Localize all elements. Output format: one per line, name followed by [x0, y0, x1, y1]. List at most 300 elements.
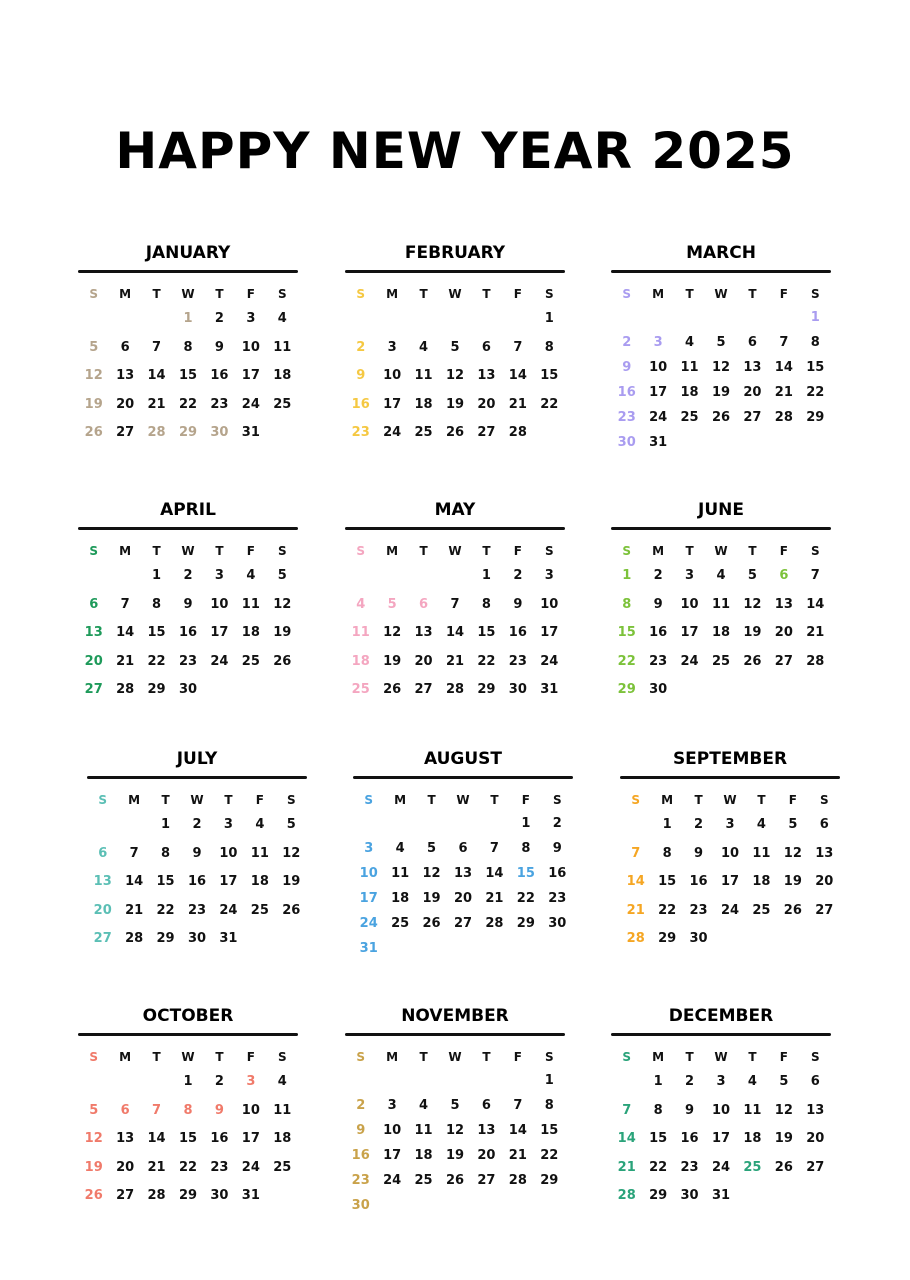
- day-cell: 25: [414, 425, 433, 440]
- day-cell: 8: [521, 841, 531, 856]
- weekday-label: M: [652, 287, 665, 301]
- day-cell: 21: [508, 1148, 527, 1163]
- day-cell: 6: [98, 845, 108, 861]
- day-cell: 13: [116, 1131, 135, 1146]
- empty-cell: [447, 811, 478, 836]
- day-cell: 23: [351, 425, 370, 440]
- day-cell: 30: [187, 931, 207, 946]
- empty-cell: [78, 1068, 109, 1097]
- day-cell: 4: [756, 817, 766, 832]
- day-cell: 17: [210, 625, 229, 640]
- day-cell: 16: [617, 385, 636, 400]
- weekday-label: S: [819, 793, 829, 807]
- empty-cell: [416, 811, 447, 836]
- month-name: JANUARY: [145, 243, 231, 263]
- empty-cell: [705, 305, 736, 330]
- day-cell: 18: [273, 368, 292, 383]
- weekday-label: W: [714, 1050, 728, 1064]
- day-cell: 11: [680, 360, 699, 375]
- day-cell: 22: [658, 902, 677, 918]
- divider: [345, 527, 565, 530]
- day-cell: 20: [116, 1159, 135, 1175]
- weekday-label: T: [748, 544, 757, 558]
- day-cell: 22: [806, 385, 825, 400]
- day-cell: 27: [116, 1188, 135, 1203]
- day-cell: 26: [445, 425, 465, 440]
- day-cell: 19: [783, 874, 802, 889]
- weekday-label: T: [419, 544, 428, 558]
- empty-cell: [376, 562, 407, 591]
- day-cell: 10: [383, 368, 402, 383]
- day-cell: 15: [617, 625, 636, 640]
- day-cell: 17: [540, 625, 559, 640]
- day-cell: 6: [810, 1074, 820, 1089]
- empty-cell: [109, 305, 140, 334]
- day-cell: 13: [116, 368, 135, 383]
- day-cell: 8: [152, 596, 162, 612]
- weekday-label: S: [89, 544, 99, 558]
- weekday-label: S: [356, 1050, 366, 1064]
- month-name: DECEMBER: [668, 1006, 774, 1026]
- day-cell: 10: [359, 866, 378, 881]
- day-cell: 15: [156, 874, 175, 889]
- day-cell: 26: [774, 1159, 793, 1175]
- day-cell: 28: [147, 425, 166, 440]
- weekday-label: S: [810, 544, 820, 558]
- day-cell: 6: [779, 568, 789, 583]
- day-cell: 16: [649, 625, 668, 640]
- day-cell: 22: [617, 653, 636, 669]
- weekday-label: T: [685, 544, 694, 558]
- month-name: SEPTEMBER: [672, 749, 788, 769]
- month-name: NOVEMBER: [401, 1006, 509, 1026]
- day-cell: 13: [477, 1123, 496, 1138]
- day-cell: 23: [210, 396, 229, 412]
- day-grid: [620, 789, 840, 954]
- day-cell: 25: [743, 1159, 762, 1175]
- day-cell: 10: [383, 1123, 402, 1138]
- day-cell: 6: [481, 339, 491, 355]
- weekday-label: S: [277, 287, 287, 301]
- divider: [87, 776, 307, 779]
- month-january: [78, 240, 298, 448]
- day-cell: 16: [680, 1131, 699, 1146]
- day-cell: 9: [214, 1102, 224, 1118]
- day-cell: 29: [178, 1188, 198, 1203]
- day-grid: [611, 1046, 831, 1211]
- day-cell: 22: [178, 1159, 198, 1175]
- day-cell: 18: [241, 625, 260, 640]
- empty-cell: [109, 1068, 140, 1097]
- weekday-label: S: [356, 544, 366, 558]
- day-cell: 27: [477, 1173, 496, 1188]
- day-cell: 2: [183, 568, 193, 583]
- day-cell: 16: [689, 874, 708, 889]
- day-cell: 8: [183, 339, 193, 355]
- day-cell: 18: [250, 874, 269, 889]
- weekday-label: T: [215, 544, 224, 558]
- weekday-label: T: [161, 793, 170, 807]
- day-cell: 12: [743, 596, 762, 612]
- day-cell: 29: [617, 682, 636, 697]
- weekday-label: T: [215, 1050, 224, 1064]
- day-cell: 7: [489, 841, 499, 856]
- month-march: [611, 240, 831, 455]
- day-cell: 3: [544, 568, 554, 583]
- day-cell: 5: [716, 335, 726, 350]
- day-cell: 1: [544, 1073, 554, 1088]
- day-cell: 9: [694, 845, 704, 861]
- day-cell: 2: [214, 311, 224, 326]
- day-cell: 26: [84, 1188, 103, 1203]
- day-cell: 10: [241, 339, 260, 355]
- weekday-label: T: [757, 793, 766, 807]
- weekday-label: S: [89, 287, 99, 301]
- day-cell: 14: [125, 874, 144, 889]
- day-cell: 21: [806, 625, 825, 640]
- day-cell: 10: [680, 596, 699, 612]
- weekday-label: T: [685, 1050, 694, 1064]
- day-cell: 8: [653, 1102, 663, 1118]
- day-cell: 17: [219, 874, 238, 889]
- month-name: MAY: [434, 500, 476, 520]
- day-cell: 21: [617, 1159, 636, 1175]
- divider: [620, 776, 840, 779]
- day-cell: 4: [419, 1098, 429, 1113]
- day-cell: 6: [120, 1102, 130, 1118]
- day-cell: 20: [116, 396, 135, 412]
- day-grid: [345, 283, 565, 448]
- weekday-label: T: [224, 793, 233, 807]
- day-cell: 9: [685, 1102, 695, 1118]
- day-cell: 23: [210, 1159, 229, 1175]
- day-cell: 10: [210, 596, 229, 612]
- day-cell: 12: [445, 1123, 465, 1138]
- empty-cell: [345, 1068, 376, 1093]
- day-cell: 12: [383, 625, 402, 640]
- day-cell: 16: [351, 396, 370, 412]
- weekday-label: M: [652, 1050, 665, 1064]
- day-cell: 14: [774, 360, 793, 375]
- day-cell: 30: [689, 931, 708, 946]
- day-cell: 9: [214, 339, 224, 355]
- weekday-label: T: [482, 544, 491, 558]
- empty-cell: [141, 1068, 172, 1097]
- day-cell: 31: [219, 931, 238, 946]
- day-cell: 13: [477, 368, 496, 383]
- day-cell: 29: [178, 425, 198, 440]
- weekday-label: S: [356, 287, 366, 301]
- day-cell: 11: [414, 1123, 433, 1138]
- day-cell: 27: [116, 425, 135, 440]
- day-cell: 4: [255, 817, 265, 832]
- day-cell: 25: [273, 396, 292, 412]
- day-cell: 28: [617, 1188, 636, 1203]
- empty-cell: [471, 1068, 502, 1093]
- day-cell: 20: [743, 385, 762, 400]
- day-cell: 30: [680, 1188, 699, 1203]
- weekday-label: W: [190, 793, 204, 807]
- day-cell: 1: [152, 568, 162, 583]
- day-cell: 28: [626, 931, 645, 946]
- day-cell: 15: [147, 625, 166, 640]
- day-cell: 29: [477, 682, 496, 697]
- day-cell: 20: [414, 653, 433, 669]
- day-cell: 9: [552, 841, 562, 856]
- day-cell: 13: [806, 1102, 825, 1118]
- day-cell: 31: [711, 1188, 731, 1203]
- day-cell: 5: [450, 339, 460, 355]
- day-cell: 16: [187, 874, 207, 889]
- day-cell: 4: [356, 596, 366, 612]
- day-cell: 16: [210, 368, 229, 383]
- month-february: [345, 240, 565, 448]
- day-cell: 12: [84, 1131, 103, 1146]
- day-cell: 2: [685, 1074, 695, 1089]
- day-cell: 14: [508, 1123, 527, 1138]
- day-cell: 8: [544, 1098, 554, 1113]
- weekday-label: M: [119, 544, 132, 558]
- day-cell: 21: [147, 396, 166, 412]
- day-cell: 5: [89, 1102, 99, 1118]
- weekday-label: S: [552, 793, 562, 807]
- day-cell: 5: [450, 1098, 460, 1113]
- day-cell: 2: [513, 568, 523, 583]
- weekday-label: M: [652, 544, 665, 558]
- day-cell: 3: [653, 335, 663, 350]
- day-cell: 23: [548, 891, 567, 906]
- day-cell: 15: [516, 866, 535, 881]
- day-cell: 15: [658, 874, 677, 889]
- day-cell: 14: [485, 866, 504, 881]
- day-cell: 31: [649, 435, 668, 450]
- day-cell: 15: [178, 368, 198, 383]
- empty-cell: [78, 305, 109, 334]
- weekday-label: W: [181, 1050, 195, 1064]
- weekday-label: S: [544, 1050, 554, 1064]
- weekday-label: F: [521, 793, 530, 807]
- day-cell: 21: [116, 653, 135, 669]
- day-cell: 24: [219, 902, 238, 918]
- day-cell: 3: [214, 568, 224, 583]
- month-september: [620, 746, 840, 954]
- month-november: [345, 1003, 565, 1218]
- day-cell: 21: [485, 891, 504, 906]
- day-cell: 10: [649, 360, 668, 375]
- day-cell: 8: [662, 845, 672, 861]
- day-cell: 25: [273, 1159, 292, 1175]
- day-cell: 20: [477, 396, 496, 412]
- day-cell: 21: [147, 1159, 166, 1175]
- day-cell: 3: [725, 817, 735, 832]
- day-cell: 28: [125, 931, 144, 946]
- day-cell: 12: [282, 845, 301, 861]
- day-cell: 30: [508, 682, 527, 697]
- day-cell: 26: [282, 902, 301, 918]
- day-cell: 17: [680, 625, 699, 640]
- weekday-label: S: [286, 793, 296, 807]
- weekday-label: S: [544, 544, 554, 558]
- day-cell: 16: [178, 625, 198, 640]
- day-cell: 26: [445, 1173, 465, 1188]
- day-cell: 6: [120, 339, 130, 355]
- empty-cell: [611, 305, 642, 330]
- weekday-label: F: [246, 544, 255, 558]
- day-grid: [78, 540, 298, 705]
- day-cell: 1: [521, 816, 531, 831]
- day-cell: 1: [622, 568, 632, 583]
- weekday-label: S: [810, 287, 820, 301]
- day-cell: 11: [391, 866, 410, 881]
- day-cell: 12: [273, 596, 292, 612]
- weekday-label: S: [631, 793, 641, 807]
- day-cell: 12: [422, 866, 441, 881]
- day-cell: 15: [477, 625, 496, 640]
- day-cell: 23: [187, 902, 207, 918]
- day-cell: 10: [711, 1102, 731, 1118]
- day-cell: 14: [147, 1131, 166, 1146]
- weekday-label: W: [448, 1050, 462, 1064]
- day-cell: 20: [453, 891, 473, 906]
- day-grid: [611, 283, 831, 455]
- day-cell: 2: [356, 339, 366, 355]
- day-cell: 2: [622, 335, 632, 350]
- day-cell: 25: [414, 1173, 433, 1188]
- empty-cell: [737, 305, 768, 330]
- weekday-label: F: [513, 1050, 522, 1064]
- day-cell: 3: [364, 841, 374, 856]
- day-cell: 20: [84, 653, 103, 669]
- day-cell: 22: [178, 396, 198, 412]
- month-name: APRIL: [160, 500, 216, 520]
- day-cell: 13: [84, 625, 103, 640]
- empty-cell: [408, 1068, 439, 1093]
- day-cell: 26: [783, 902, 802, 918]
- day-cell: 27: [453, 916, 473, 931]
- empty-cell: [376, 305, 407, 334]
- day-cell: 24: [241, 396, 260, 412]
- weekday-label: T: [748, 287, 757, 301]
- empty-cell: [439, 1068, 470, 1093]
- day-cell: 7: [622, 1102, 632, 1118]
- day-cell: 4: [747, 1074, 757, 1089]
- weekday-label: W: [448, 544, 462, 558]
- month-name: AUGUST: [423, 749, 503, 769]
- day-cell: 1: [653, 1074, 663, 1089]
- day-cell: 15: [540, 1123, 559, 1138]
- day-cell: 29: [649, 1188, 668, 1203]
- day-cell: 19: [422, 891, 441, 906]
- empty-cell: [345, 305, 376, 334]
- weekday-label: S: [364, 793, 374, 807]
- day-cell: 14: [147, 368, 166, 383]
- empty-cell: [620, 811, 651, 840]
- day-cell: 29: [516, 916, 535, 931]
- day-cell: 11: [414, 368, 433, 383]
- day-cell: 17: [383, 396, 402, 412]
- day-cell: 29: [658, 931, 677, 946]
- day-cell: 8: [161, 845, 171, 861]
- day-cell: 4: [277, 311, 287, 326]
- weekday-label: W: [448, 287, 462, 301]
- month-name: MARCH: [686, 243, 756, 263]
- weekday-label: F: [255, 793, 264, 807]
- day-cell: 6: [419, 596, 429, 612]
- day-cell: 17: [359, 891, 378, 906]
- empty-cell: [768, 305, 799, 330]
- day-cell: 28: [485, 916, 504, 931]
- day-cell: 10: [219, 845, 238, 861]
- day-cell: 22: [540, 1148, 559, 1163]
- day-cell: 19: [774, 1131, 793, 1146]
- day-cell: 19: [445, 396, 465, 412]
- weekday-label: T: [748, 1050, 757, 1064]
- month-april: [78, 497, 298, 705]
- day-cell: 21: [626, 902, 645, 918]
- day-cell: 21: [445, 653, 465, 669]
- day-cell: 8: [622, 596, 632, 612]
- day-cell: 14: [806, 596, 825, 612]
- empty-cell: [439, 562, 470, 591]
- day-cell: 26: [84, 425, 103, 440]
- day-cell: 10: [241, 1102, 260, 1118]
- day-cell: 1: [544, 311, 554, 326]
- weekday-label: W: [714, 544, 728, 558]
- day-cell: 9: [356, 368, 366, 383]
- day-cell: 5: [286, 817, 296, 832]
- day-cell: 1: [810, 310, 820, 325]
- day-cell: 12: [783, 845, 802, 861]
- day-cell: 28: [806, 653, 825, 669]
- day-cell: 2: [552, 816, 562, 831]
- day-cell: 4: [685, 335, 695, 350]
- day-cell: 29: [147, 682, 166, 697]
- day-cell: 24: [720, 902, 740, 918]
- empty-cell: [611, 1068, 642, 1097]
- day-cell: 28: [508, 425, 527, 440]
- day-cell: 12: [445, 368, 465, 383]
- day-cell: 18: [351, 653, 370, 669]
- month-name: OCTOBER: [142, 1006, 234, 1026]
- day-cell: 5: [427, 841, 437, 856]
- day-cell: 5: [788, 817, 798, 832]
- day-cell: 6: [89, 596, 99, 612]
- day-cell: 2: [214, 1074, 224, 1089]
- day-cell: 19: [711, 385, 731, 400]
- day-cell: 26: [422, 916, 441, 931]
- day-cell: 16: [508, 625, 527, 640]
- day-cell: 4: [395, 841, 405, 856]
- day-cell: 4: [419, 339, 429, 355]
- day-cell: 12: [774, 1102, 793, 1118]
- weekday-label: F: [246, 1050, 255, 1064]
- day-cell: 18: [680, 385, 699, 400]
- day-cell: 17: [241, 368, 260, 383]
- day-cell: 30: [178, 682, 198, 697]
- day-cell: 7: [810, 568, 820, 583]
- day-cell: 20: [806, 1131, 825, 1146]
- day-cell: 27: [477, 425, 496, 440]
- day-cell: 3: [685, 568, 695, 583]
- day-cell: 22: [516, 891, 535, 906]
- day-cell: 30: [210, 425, 229, 440]
- day-cell: 29: [806, 410, 825, 425]
- day-cell: 9: [653, 596, 663, 612]
- day-cell: 2: [653, 568, 663, 583]
- weekday-label: S: [810, 1050, 820, 1064]
- day-cell: 16: [210, 1131, 229, 1146]
- day-cell: 24: [383, 425, 402, 440]
